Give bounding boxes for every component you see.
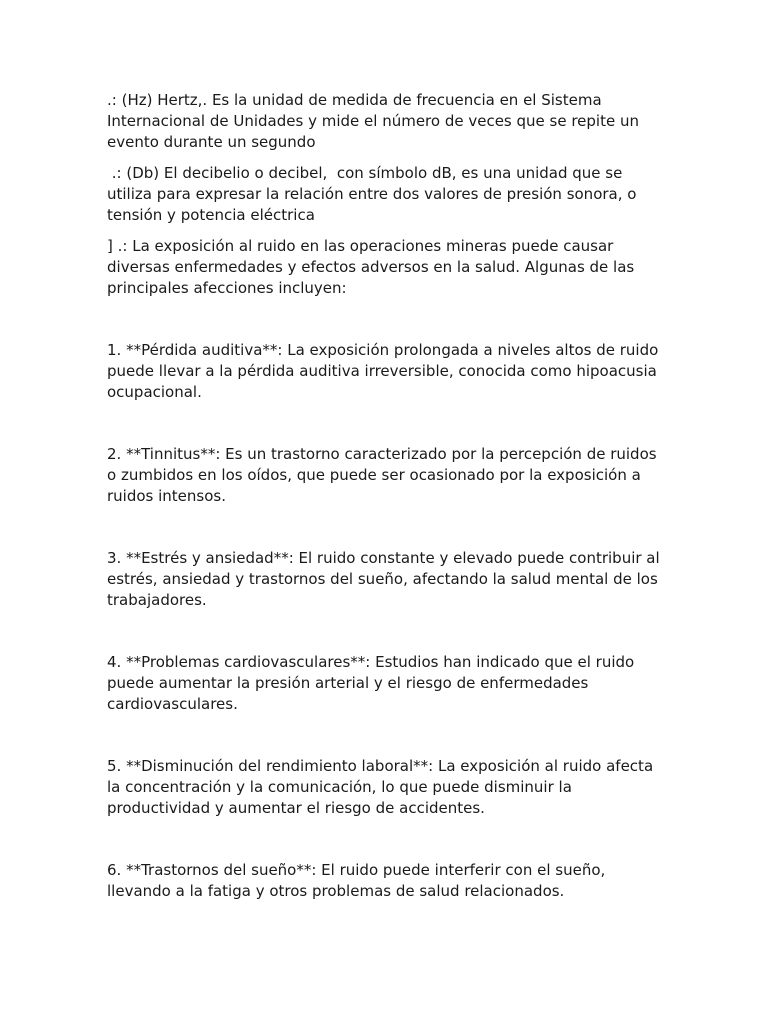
list-item-work-performance: 5. **Disminución del rendimiento laboral**: La exposición al ruido afecta la concentración y la comunicación, lo que puede disminuir la productividad y aumentar el riesgo de accidentes.: [107, 757, 658, 817]
list-item-cardiovascular: 4. **Problemas cardiovasculares**: Estudios han indicado que el ruido puede aumentar la presión arterial y el riesgo de enfermedades cardiovasculares.: [107, 653, 639, 713]
list-item-hearing-loss: 1. **Pérdida auditiva**: La exposición prolongada a niveles altos de ruido puede llevar a la pérdida auditiva irreversible, conocida como hipoacusia ocupacional.: [107, 341, 664, 401]
document-body: [107, 90, 667, 902]
paragraph-noise-exposure-intro: ] .: La exposición al ruido en las operaciones mineras puede causar diversas enfermedades y efectos adversos en la salud. Algunas de las principales afecciones incluyen:: [107, 237, 640, 297]
paragraph-decibel-definition: .: (Db) El decibelio o decibel, con símbolo dB, es una unidad que se utiliza para expresar la relación entre dos valores de presión sonora, o tensión y potencia eléctrica: [107, 164, 642, 224]
list-item-sleep-disorders: 6. **Trastornos del sueño**: El ruido puede interferir con el sueño, llevando a la fatiga y otros problemas de salud relacionados.: [107, 861, 611, 900]
list-item-tinnitus: 2. **Tinnitus**: Es un trastorno caracterizado por la percepción de ruidos o zumbidos en los oídos, que puede ser ocasionado por la exposición a ruidos intensos.: [107, 445, 662, 505]
paragraph-hertz-definition: .: (Hz) Hertz,. Es la unidad de medida de frecuencia en el Sistema Internacional de Unidades y mide el número de veces que se repite un evento durante un segundo: [107, 91, 644, 151]
list-item-stress-anxiety: 3. **Estrés y ansiedad**: El ruido constante y elevado puede contribuir al estrés, ansiedad y trastornos del sueño, afectando la salud mental de los trabajadores.: [107, 549, 665, 609]
